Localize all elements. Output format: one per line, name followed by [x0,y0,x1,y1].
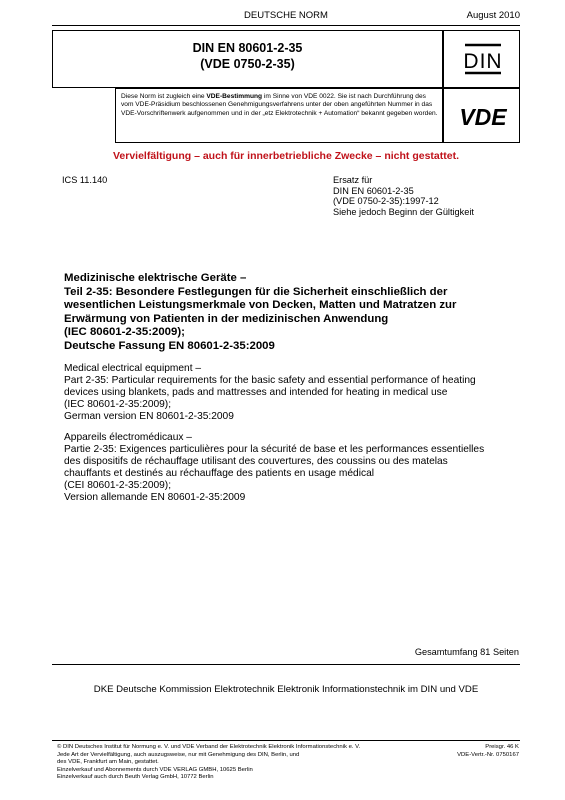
vde-bestimmung-label: VDE-Bestimmung [206,93,263,100]
vde-logo-icon [452,104,514,128]
order-number: VDE-Vertr.-Nr. 0750167 [457,751,519,758]
document-header [52,10,520,23]
replacement-line: DIN EN 60601-2-35 [333,185,414,196]
standard-number-vde: (VDE 0750-2-35) [200,57,295,71]
vde-notice-text: Diese Norm ist zugleich eine VDE-Bestimmung im Sinne von VDE 0022. Sie ist nach Durchführung des vom VDE-Präsidium beschlossenen Genehmigungsverfahrens unter der oben angeführten Nummer in das VDE-Vorschriftenwerk aufgenommen und in der „etz Elektrotechnik + Automation“ bekannt gegeben worden. [121,93,438,117]
replacement-line: (VDE 0750-2-35):1997-12 [333,196,439,206]
title-german: Medizinische elektrische Geräte – Teil 2-35: Besondere Festlegungen für die Sicherheit einschließlich der wesentlichen Leistungsmerkmale von Decken, Matten und Matratzen zur Erwärmung von Patienten in der medizinischen Anwendung (IEC 80601-2-35:2009); Deutsche Fassung EN 80601-2-35:2009 [64,272,457,352]
svg-text:VDE: VDE [459,104,507,128]
din-logo-box [443,30,520,88]
replacement-line: Ersatz für [333,175,373,185]
replacement-line: Siehe jedoch Beginn der Gültigkeit [333,206,474,217]
title-block [64,272,519,504]
publication-date: August 2010 [466,10,520,21]
total-pages: Gesamtumfang 81 Seiten [414,647,519,657]
title-english: Medical electrical equipment – Part 2-35: Particular requirements for the basic safety and essential performance of heating devices using blankets, pads and mattresses and intended for heating in medical use (IEC 80601-2-35:2009); German version EN 80601-2-35:2009 [64,362,476,422]
replacement-info [333,175,474,217]
committee-line: DKE Deutsche Kommission Elektrotechnik Elektronik Informationstechnik im DIN und VDE [93,684,479,695]
price-group: Preisgr. 46 K [485,744,519,750]
ics-code: ICS 11.140 [62,175,108,185]
svg-text:DIN: DIN [463,50,503,73]
vde-logo-box [443,88,520,143]
din-logo-icon [463,42,503,76]
header-divider [52,25,520,26]
copyright-footer: © DIN Deutsches Institut für Normung e. V. und VDE Verband der Elektrotechnik Elektronik Informationstechnik e. V. Jede Art der Vervielfältigung, auch auszugsweise, nur mit Genehmigung des DIN, Berlin, und des VDE, Frankfurt am Main, gestattet. Einzelverkauf und Abonnements durch VDE VERLAG GMBH, 10625 Berlin Einzelverkauf auch durch Beuth Verlag GmbH, 10772 Berlin [57,744,361,781]
standard-number-din: DIN EN 80601-2-35 [192,41,303,55]
document-type-label: DEUTSCHE NORM [244,10,328,21]
vde-notice-box [115,88,443,143]
reproduction-notice: Vervielfältigung – auch für innerbetriebliche Zwecke – nicht gestattet. [112,150,459,162]
standard-number-box [52,30,443,88]
price-info [457,744,519,759]
title-french: Appareils électromédicaux – Partie 2-35: Exigences particulières pour la sécurité de base et les performances essentielles des dispositifs de réchauffage utilisant des couvertures, des coussins ou des matelas chauffants et destinés au réchauffage des patients en usage médical (CEI 80601-2-35:2009); Version allemande EN 80601-2-35:2009 [64,431,485,503]
total-pages-divider [52,664,520,665]
footer-divider [52,740,520,741]
